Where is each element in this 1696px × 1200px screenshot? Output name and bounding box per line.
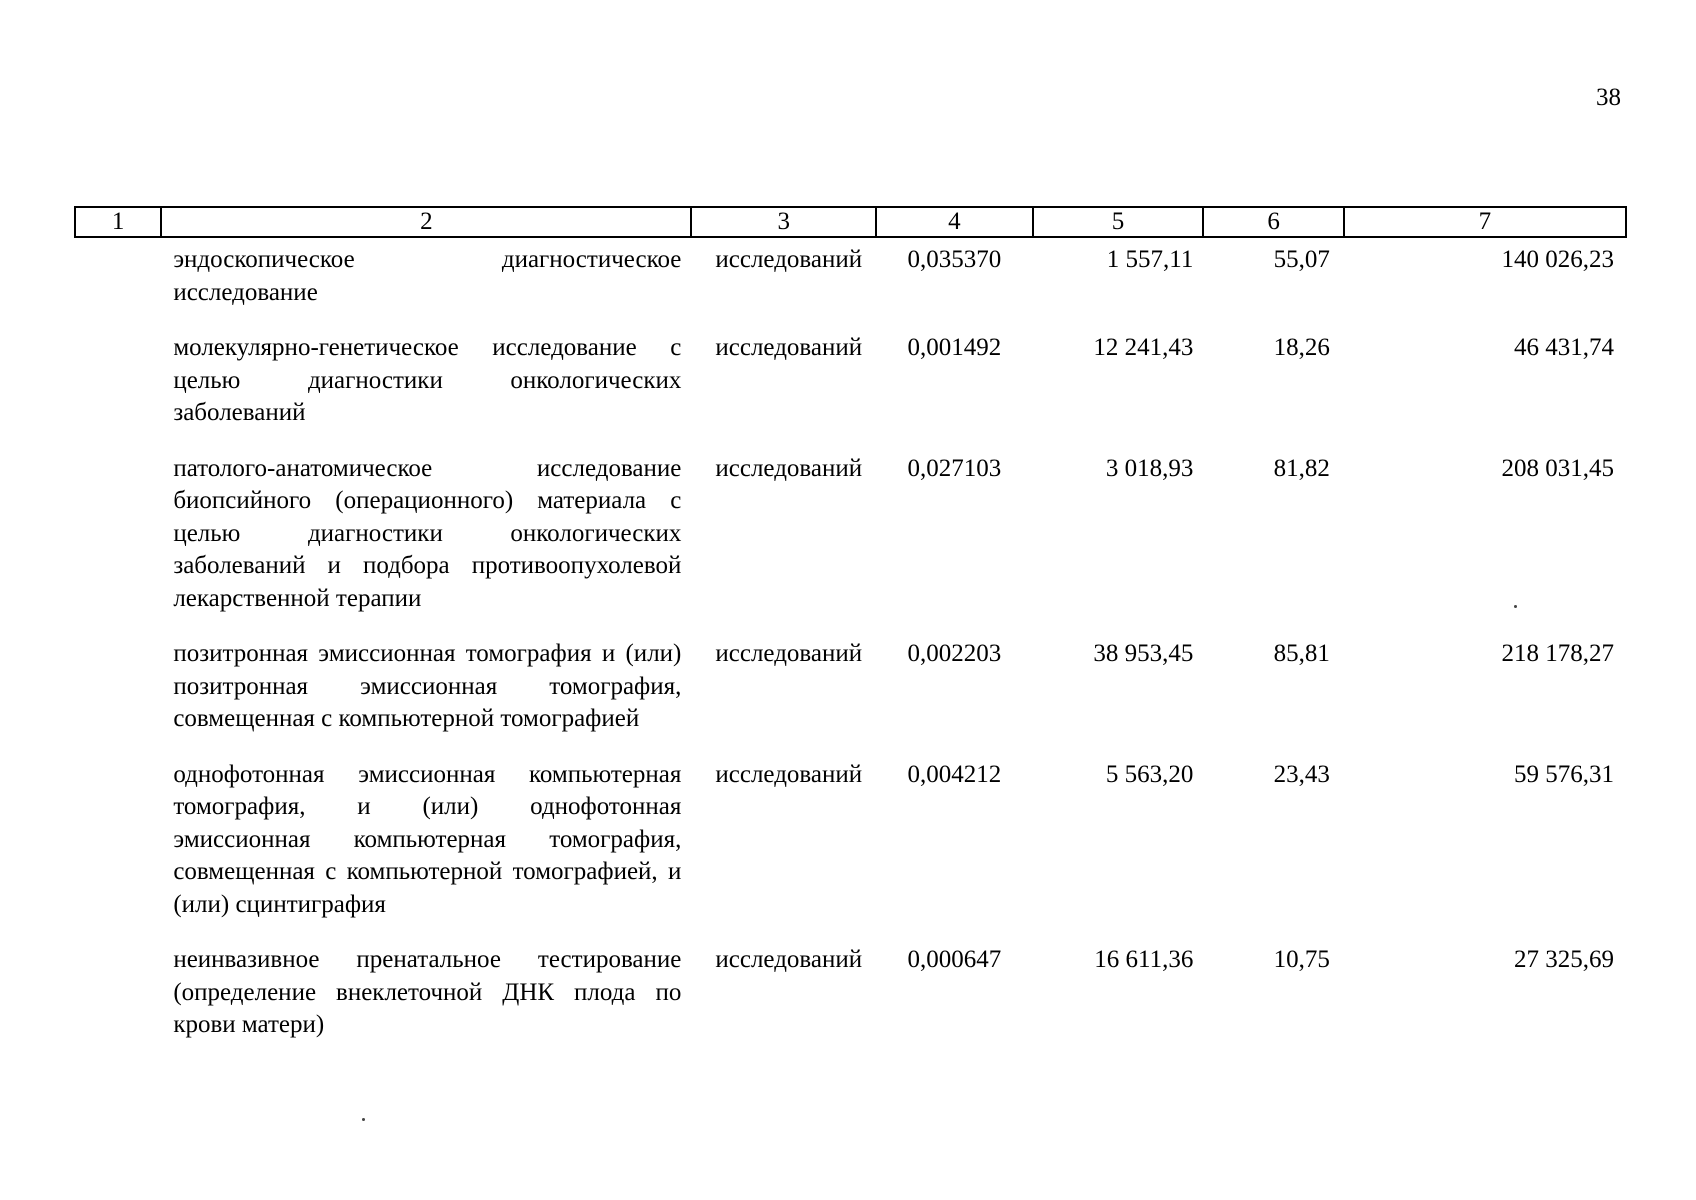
- row-col-5: 5 563,20: [1105, 760, 1194, 788]
- header-col-7: 7: [1344, 207, 1626, 237]
- table-header: [75, 207, 1626, 237]
- row-unit: исследований: [715, 454, 863, 482]
- header-row: [75, 207, 1626, 237]
- row-name: эндоскопическое диагностическое исследование: [173, 246, 682, 306]
- row-unit: исследований: [715, 946, 863, 973]
- row-col-6: 23,43: [1273, 760, 1330, 788]
- header-col-6: 6: [1203, 207, 1344, 237]
- row-col-4: 0,004212: [907, 760, 1002, 788]
- row-col-6: 55,07: [1273, 246, 1330, 273]
- table-row: [75, 944, 1626, 1065]
- row-col-6: 18,26: [1273, 334, 1330, 361]
- header-col-5: 5: [1033, 207, 1204, 237]
- row-name: однофотонная эмиссионная компьютерная томография, и (или) однофотонная эмиссионная компьютерная томография, совмещенная с компьютерной томографией, и (или) сцинтиграфия: [173, 760, 682, 918]
- row-col-7: 218 178,27: [1501, 640, 1614, 667]
- row-col-1: [75, 332, 161, 453]
- table-row: [75, 453, 1626, 639]
- row-unit: исследований: [715, 246, 863, 273]
- row-col-5: 16 611,36: [1094, 946, 1194, 973]
- row-col-5: 12 241,43: [1093, 334, 1194, 361]
- page-number: 38: [1596, 84, 1621, 111]
- row-col-5: 3 018,93: [1105, 454, 1194, 482]
- row-col-6: 81,82: [1273, 454, 1330, 482]
- row-name: молекулярно-генетическое исследование с целью диагностики онкологических заболеваний: [173, 334, 682, 426]
- header-col-3: 3: [691, 207, 876, 237]
- header-col-4: 4: [876, 207, 1033, 237]
- scan-speck: [1514, 605, 1517, 608]
- row-col-7: 59 576,31: [1514, 760, 1614, 788]
- row-unit: исследований: [715, 334, 863, 361]
- row-col-6: 85,81: [1273, 640, 1330, 667]
- row-col-5: 38 953,45: [1093, 640, 1194, 667]
- row-col-6: 10,75: [1273, 946, 1330, 973]
- row-name: неинвазивное пренатальное тестирование (определение внеклеточной ДНК плода по крови матери): [173, 946, 682, 1038]
- row-col-7: 46 431,74: [1514, 334, 1614, 361]
- row-col-7: 140 026,23: [1501, 246, 1614, 273]
- table-row: [75, 237, 1626, 332]
- row-col-4: 0,027103: [907, 454, 1002, 482]
- header-col-1: 1: [75, 207, 161, 237]
- row-col-1: [75, 638, 161, 759]
- row-col-4: 0,001492: [907, 334, 1002, 361]
- row-col-4: 0,002203: [907, 640, 1002, 667]
- header-col-2: 2: [161, 207, 691, 237]
- table-row: [75, 759, 1626, 945]
- row-col-1: [75, 944, 161, 1065]
- row-unit: исследований: [715, 760, 863, 788]
- row-name: позитронная эмиссионная томография и (или) позитронная эмиссионная томография, совмещенная с компьютерной томографией: [173, 640, 682, 732]
- row-col-4: 0,035370: [907, 246, 1002, 273]
- row-name: патолого-анатомическое исследование биопсийного (операционного) материала с целью диагностики онкологических заболеваний и подбора противоопухолевой лекарственной терапии: [173, 454, 682, 612]
- scan-speck: [362, 1118, 365, 1121]
- table-body: [75, 237, 1626, 1065]
- table-row: [75, 638, 1626, 759]
- row-unit: исследований: [715, 640, 863, 667]
- data-table-container: [74, 206, 1627, 1065]
- data-table: [74, 206, 1627, 1065]
- row-col-1: [75, 453, 161, 639]
- row-col-7: 208 031,45: [1501, 454, 1614, 482]
- row-col-1: [75, 237, 161, 332]
- row-col-4: 0,000647: [907, 946, 1002, 973]
- row-col-5: 1 557,11: [1106, 246, 1194, 273]
- row-col-1: [75, 759, 161, 945]
- row-col-7: 27 325,69: [1514, 946, 1614, 973]
- table-row: [75, 332, 1626, 453]
